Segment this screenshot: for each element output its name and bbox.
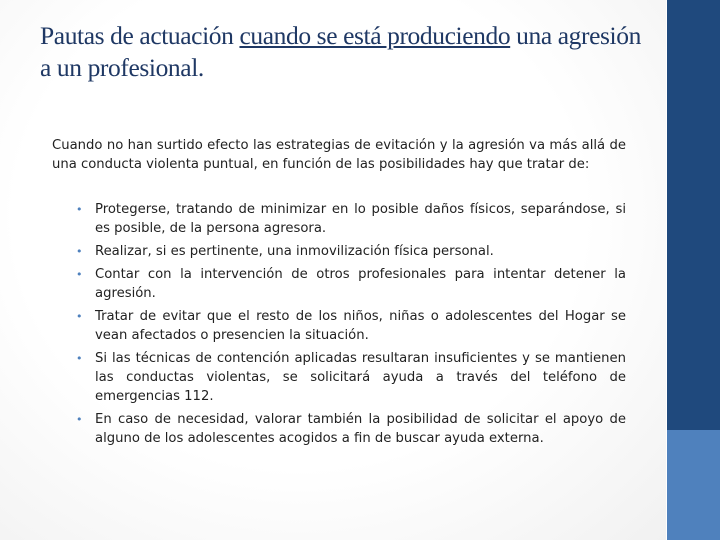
slide-body: [52, 136, 626, 452]
bullet-dot-icon: •: [76, 268, 83, 281]
bullet-dot-icon: •: [76, 352, 83, 365]
bullet-item-5: [76, 349, 626, 406]
bullet-item-4: [76, 307, 626, 345]
bullet-text: Tratar de evitar que el resto de los niños, niñas o adolescentes del Hogar se vean afectados o presencien la situación.: [95, 309, 626, 343]
bullet-item-3: [76, 265, 626, 303]
bullet-dot-icon: •: [76, 413, 83, 426]
bullet-text: Contar con la intervención de otros profesionales para intentar detener la agresión.: [95, 267, 626, 301]
slide-title: [40, 20, 650, 84]
intro-paragraph: Cuando no han surtido efecto las estrategias de evitación y la agresión va más allá de una conducta violenta puntual, en función de las posibilidades hay que tratar de:: [52, 138, 626, 172]
bullet-dot-icon: •: [76, 203, 83, 216]
bullet-text: Protegerse, tratando de minimizar en lo posible daños físicos, separándose, si es posible, de la persona agresora.: [95, 202, 626, 236]
title-underlined-part: cuando se está produciendo: [239, 21, 511, 50]
bullet-dot-icon: •: [76, 245, 83, 258]
bullet-text: Realizar, si es pertinente, una inmovilización física personal.: [95, 244, 494, 259]
title-part-3: una agresión a un profesional.: [40, 21, 641, 82]
bullet-text: En caso de necesidad, valorar también la posibilidad de solicitar el apoyo de alguno de los adolescentes acogidos a fin de buscar ayuda externa.: [95, 412, 626, 446]
bullet-item-6: [76, 410, 626, 448]
bullet-text: Si las técnicas de contención aplicadas resultaran insuficientes y se mantienen las conductas violentas, se solicitará ayuda a través del teléfono de emergencias 112.: [95, 351, 626, 404]
decorative-sidebar-accent: [667, 430, 720, 540]
bullet-item-1: [76, 200, 626, 238]
title-part-1: Pautas de actuación: [40, 21, 240, 50]
bullet-list: [52, 200, 626, 448]
bullet-dot-icon: •: [76, 310, 83, 323]
bullet-item-2: [76, 242, 626, 261]
